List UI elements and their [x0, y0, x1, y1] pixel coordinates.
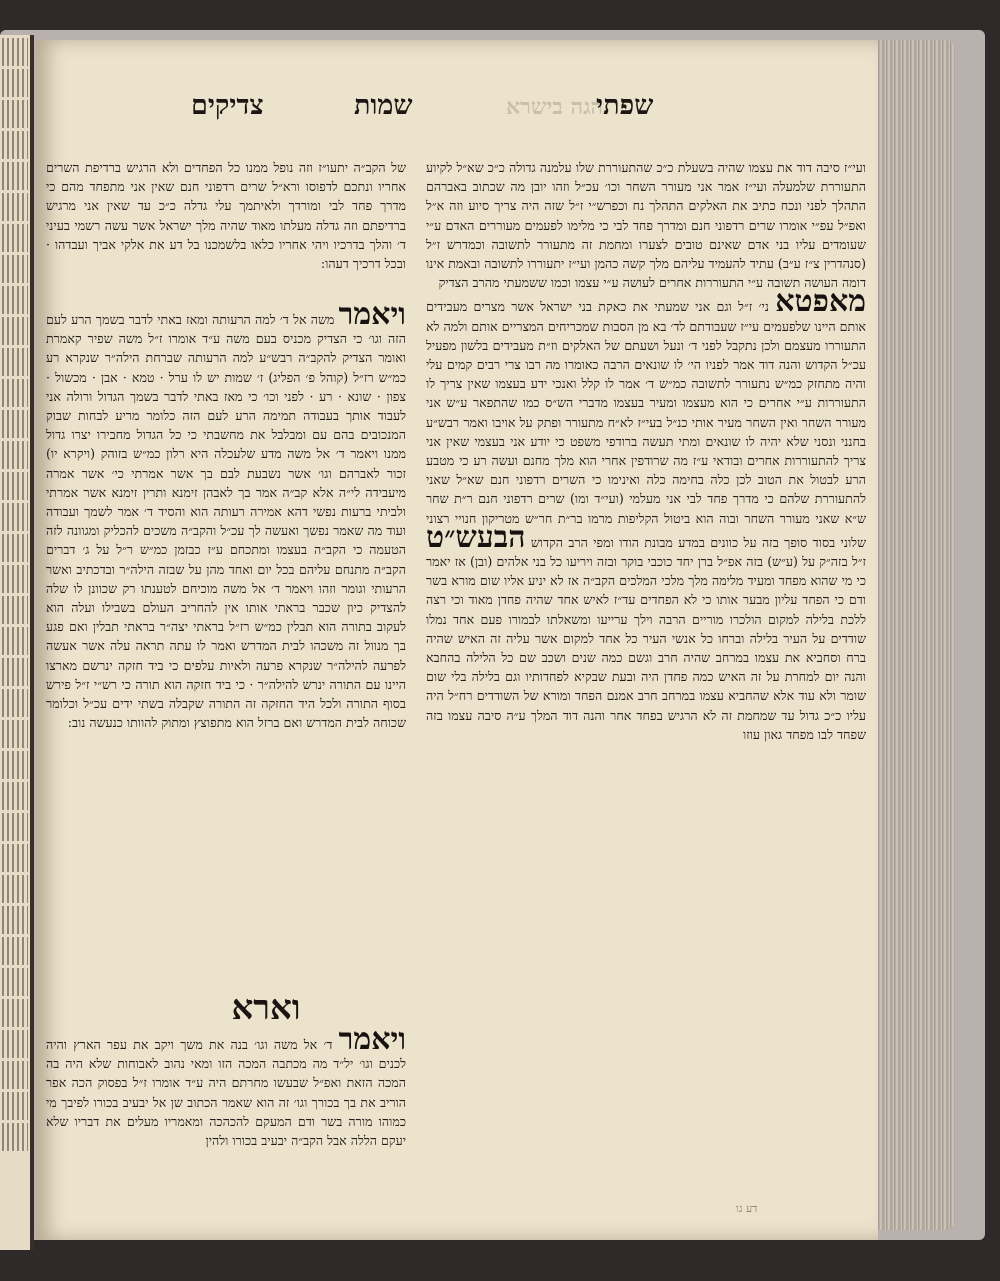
- left-page-line: [2, 968, 28, 996]
- lead-word-besht: הבעש״ט: [426, 519, 526, 555]
- main-page: [36, 40, 878, 1240]
- lead-word-mapta: מאפטא: [775, 284, 866, 320]
- page-edge: [870, 40, 955, 1230]
- left-page-line: [2, 348, 28, 376]
- left-page-line: [2, 689, 28, 717]
- left-page-line: [2, 565, 28, 593]
- lead-word-vayomer-2: ויאמר: [338, 1030, 406, 1057]
- header-word-right: שפתי: [596, 90, 654, 121]
- left-page-line: [2, 441, 28, 469]
- left-page-line: [2, 472, 28, 500]
- header-word-center: שמות: [354, 90, 413, 121]
- left-page-line: [2, 782, 28, 810]
- left-page-line: [2, 1030, 28, 1058]
- left-page-fragment: [0, 35, 34, 1250]
- left-page-line: [2, 1092, 28, 1120]
- left-page-line: [2, 720, 28, 748]
- header-word-left: צדיקים: [191, 90, 264, 121]
- header-faint-word: הגה בישרא: [506, 94, 604, 120]
- left-column-bottom-paragraph: ד׳ אל משה וגו׳ בנה את משך ויקב את עפר הארץ והיה לכנים וגו׳ יל״ד מה מכתבה המכה הזו ומאי נהוב לאבוחות שלא היה בה המכה הזאת ואפ״ל שבעשו מחרתם היה ע״ד אומרו ז״ל בפסוק הכה אפר הוריב את בך בכורך וגו׳ זה הוא שאמר הכתוב שן אל יבעיב בכורו לפיבך מי כמוהו מורה בשר ודם המעקם להכהכה ומאמריו מעלים את דבריו שלא יעקם הללה אבל הקב״ה יבעיב בכורו ולהין: [46, 1037, 406, 1149]
- left-page-line: [2, 937, 28, 965]
- left-page-line: [2, 1061, 28, 1089]
- lead-word-vayomer-1: ויאמר: [338, 305, 406, 332]
- left-page-line: [2, 69, 28, 97]
- left-page-line: [2, 534, 28, 562]
- left-page-line: [2, 286, 28, 314]
- left-column-paragraph-1: של הקב״ה יתעו״ז וזה נופל ממנו כל הפחדים ולא הרגיש ברדיפת השרים אחריו ונתכם לדפוסו ורא״ל שרים רדפוני חנם שאין אני מתפחד מהם כי מדרך פחד לבי ומורדך ולאיתמך עלי גדלה כ״כ עד שאין אני מרגיש ברדיפתם וזה גדלה מעלתו מאוד שהיה מלך ישראל אשר עשה רשמי בעיני ד׳ והלך בדרכיו ויהי אחריו כלאו בלשמכנו בל דע את אלקי אביך ועבדהו · ובכל דרכיך דעהו:: [46, 160, 406, 272]
- right-column-paragraph-3: ז״ל בזה״ק על (ע״ש) בזה אפ״ל ברן יחד כוכבי בוקר ובזה ויריעו כל בני אלהים (ובן) אז יאמר כי מי שהוא מפחד ומעיד מלימה מלך מלכי המלכים הקב״ה אז לא יניע אליו שום מורא בשר ודם כי הפחד עליון מבער אותו כי לא הפחדים עד״ז לאיש אחד שהיה פחדן מאוד וכי רצה ללכת בלילה למקום הולכרו מוריים הרבה וילך ערייעו ומשאלתו לבמורו פעם אחד נמלו שודדים על העיר בלילה וברחו כל אנשי העיר כל אחד למקום אשר עליה זה האיש שהיה ברח וסחביא את עצמו במרחב שהיה חרב וגשם כמה שנים ושכב שם כל הלילה בהחבא והנה יום למחרת על זה האיש כמה פחדן היה ובעת שבקיא לפחדותיו וגם בלילה בלי שום שומר ולא עוד אלא שהחביא עצמו במרחב חרב אמנם הפחד ומורא של השודדים רח״ל היה עליו כ״כ גדול עד שמחמת זה לא הרגיש בפחד אחר והנה דוד המלך ע״ה סיבה עצמו בזה שפחד לבו מפחד גאון עוזו: [426, 554, 866, 742]
- footer-mark: דע גו: [736, 1202, 758, 1215]
- left-page-line: [2, 751, 28, 779]
- left-column-top: [46, 158, 406, 298]
- left-page-line: [2, 813, 28, 841]
- left-page-line: [2, 162, 28, 190]
- left-page-line: [2, 658, 28, 686]
- left-page-line: [2, 503, 28, 531]
- left-column-middle: [46, 305, 406, 970]
- left-page-line: [2, 410, 28, 438]
- left-page-line: [2, 875, 28, 903]
- left-page-line: [2, 131, 28, 159]
- left-page-line: [2, 255, 28, 283]
- left-page-line: [2, 906, 28, 934]
- left-page-line: [2, 100, 28, 128]
- left-page-line: [2, 627, 28, 655]
- right-column-paragraph-2: ני׳ ז״ל וגם אני שמעתי את כאקת בני ישראל אשר מצרים מעבידים אותם היינו שלפעמים עי״ז שעבודתם לד׳ בא מן הסבות שמכריחים המצריים אותם ולמה לא התעוררו מעצמם ולכן נתקבל לפני ד׳ ונעל ושעתם של האלקים וז״ת מעבידים בלשון מפעיל עכ״ל הקדוש והנה דוד אמר לפניו הי׳ לו שונאים הרבה כאומרו מה רבו צרי רבים קמים עלי והיה מתחזק כמ״ש נתעורר לתשובה כמ״ש ד׳ אמר לו קלל ואנכי ידע בעצמו שאין צריך לו התעוררות ע״י אחרים כי הוא מעצמו ומעיר בעצמו מדברי הש״ס כמו שהתפאר ע״ש אני מעורר השחר ואין השחר מעיר אותי כנ״ל בעי״ז לא״ח מתעורר ופתק על אויבו ואמר רבש״ע בחנני ונסני שלא יהיה לו שונאים ומתי תעשה ברודפי משפט כי יודע אני בעצמי שאין אני צריך להתעוררות אחרים ובודאי ע״ז מה שרודפין אחרי הוא מלך מחנם ועשה רע כי מטבע הרע לבטול את הטוב לכן כלה בחימה כלה ואינימו כי השרים רדפוני חנם שא״ל שאני להתעוררת שלהם כי מדרך פחד לבי אני מעלמי (ועי״ד ומו) שרים רדפוני חנם ר״ת שחר ש״א שאני מעורר השחר ובוה הוא ביטול הקליפות מרמו בר״ת חר״ש מטריקון חנויי רצוני שלוני בסוד סופך בזה על כוונים במדע מבונת הודו ומפי הרב הקדוש: [426, 299, 866, 550]
- left-page-line: [2, 193, 28, 221]
- left-page-line: [2, 38, 28, 66]
- left-page-line: [2, 224, 28, 252]
- right-column-paragraph-2-wrapper: [426, 284, 866, 744]
- left-page-line: [2, 844, 28, 872]
- left-page-line: [2, 596, 28, 624]
- section-title-vaera: וארא: [231, 988, 301, 1028]
- left-page-line: [2, 1123, 28, 1151]
- left-page-line: [2, 999, 28, 1027]
- left-column-bottom: [46, 1030, 406, 1210]
- right-column-paragraph-1: ועי״ז סיבה דוד את עצמו שהיה בשעלת כ״כ שהתעוררת שלו עלמנה גדולה כ״כ שא״ל לקיוע התעוררת שלמעלה ועי״ז אמר אני מעורר השחר וכו׳ עכ״ל וזהו יובן מה שכתוב באברהם התהלך לפני ונכח כתיב את האלקים התהלך נח וכפרש״י ז״ל שזה היה צריך סיוע וזה א״ל ואפ״ל עפ״י אומרו שרים רדפוני חנם ומדרך פחד לבי כי מלימו לפעמים מעוררים האדם ע״י שעומדים עליו בני אדם שאינם טובים לצערו ומחמת זה מתעורר לתשובה וכמדרש ז״ל (סנהדרין צ״ז ע״ב) עתיד להעמיד עליהם מלך קשה כהמן ועי״ז יתעוררו לתשובה ובאמת אינו דומה העושה תשובה ע״י התעוררות אחרים לעושה ע״י עצמו וכמו ששמעתי מהרב הצדיק: [426, 160, 866, 291]
- running-header: [36, 90, 878, 130]
- right-column: [426, 158, 866, 744]
- left-page-line: [2, 317, 28, 345]
- left-column-middle-paragraph: משה אל ד׳ למה הרעותה ומאז באתי לדבר בשמך הרע לעם הזה וגו׳ כי הצדיק מכניס בעם משה ע״ד אומרו ז״ל משה שפיר קאמרת ואומר הצדיק להקב״ה רבש״ע למה הרעותה שברחת הילה״ר שנקרא רע כמ״ש רז״ל (קוהל פ׳ הפליג) ז׳ שמות יש לו ערל · טמא · אבן · מכשול · צפון · שונא · רע · לפני וכו׳ כי מאז באתי לדבר בשמך הגדול ורולה אני לעבוד אותך בעבודה תמימה הרע לעם הזה כלומר מריע לבחות שבוק המנכובים בהם עם ומבלבל את מחשבתי כי כל הגדול מחבירו יצרו גדול ממנו ויאמר ד׳ אל משה מדע שלעכלה היא רלון כמ״ש בזוהק (ויקרא יו) זכור לאברהם וגו׳ אשר נשבעת לבם בך אשר אמרתי כי׳ אשר אמרה מיעבידה לי״ה אלא קב״ה אמר בך לאבהן זימנא ותרין זימנא אשר אמרתי ולביתי ברעות נפשי דהא אמירה רעותה הוא והסיד ד׳ אמר לשמך ועבודה ועוד מה שאמר נפשך ואעשה לך עכ״ל והקב״ה משכים להכליק ומגוונה לזה הטעמה כי הקב״ה בעצמו ומתכחם ע״ז כבזמן כמ״ש ר״ל על ג׳ דברים הקב״ה מתנחם עליהם בכל יום ואחד מהן על שבזה הילה״ר ובדכתיב ואשר הרעותי וגומר וזהו ויאמר ד׳ אל משה מוכיחם לטענתו רק שכוונן לו שלה להצדיק כיון שכבר בראתי אותו אין להחריב העולם בשבילו ועלה הוא לעקוב בתורה הוא תבלין כמ״ש רז״ל בראתי יצה״ר בראתי תבלין ואם פגע בך מנוול זה משכהו לבית המדרש ואמר לו עתה תראה עלה אשר אעשה לפרעה להילה״ר שנקרא פרעה ולאיות עלפים כי ביד חזקה ינרשם מארצו היינו עם התורה ינרש להילה״ר · כי ביד חזקה הוא תורה כי רש״י ז״ל פירש בסוף התורה ולכל היד החזקה זה התורה שקבלה בשתי ידים עכ״ל וכלומר שכוחה לבית המדרש ואם ברזל הוא מתפוצץ ומתוק להוותו כנעשה נוב:: [46, 312, 406, 731]
- left-page-line: [2, 379, 28, 407]
